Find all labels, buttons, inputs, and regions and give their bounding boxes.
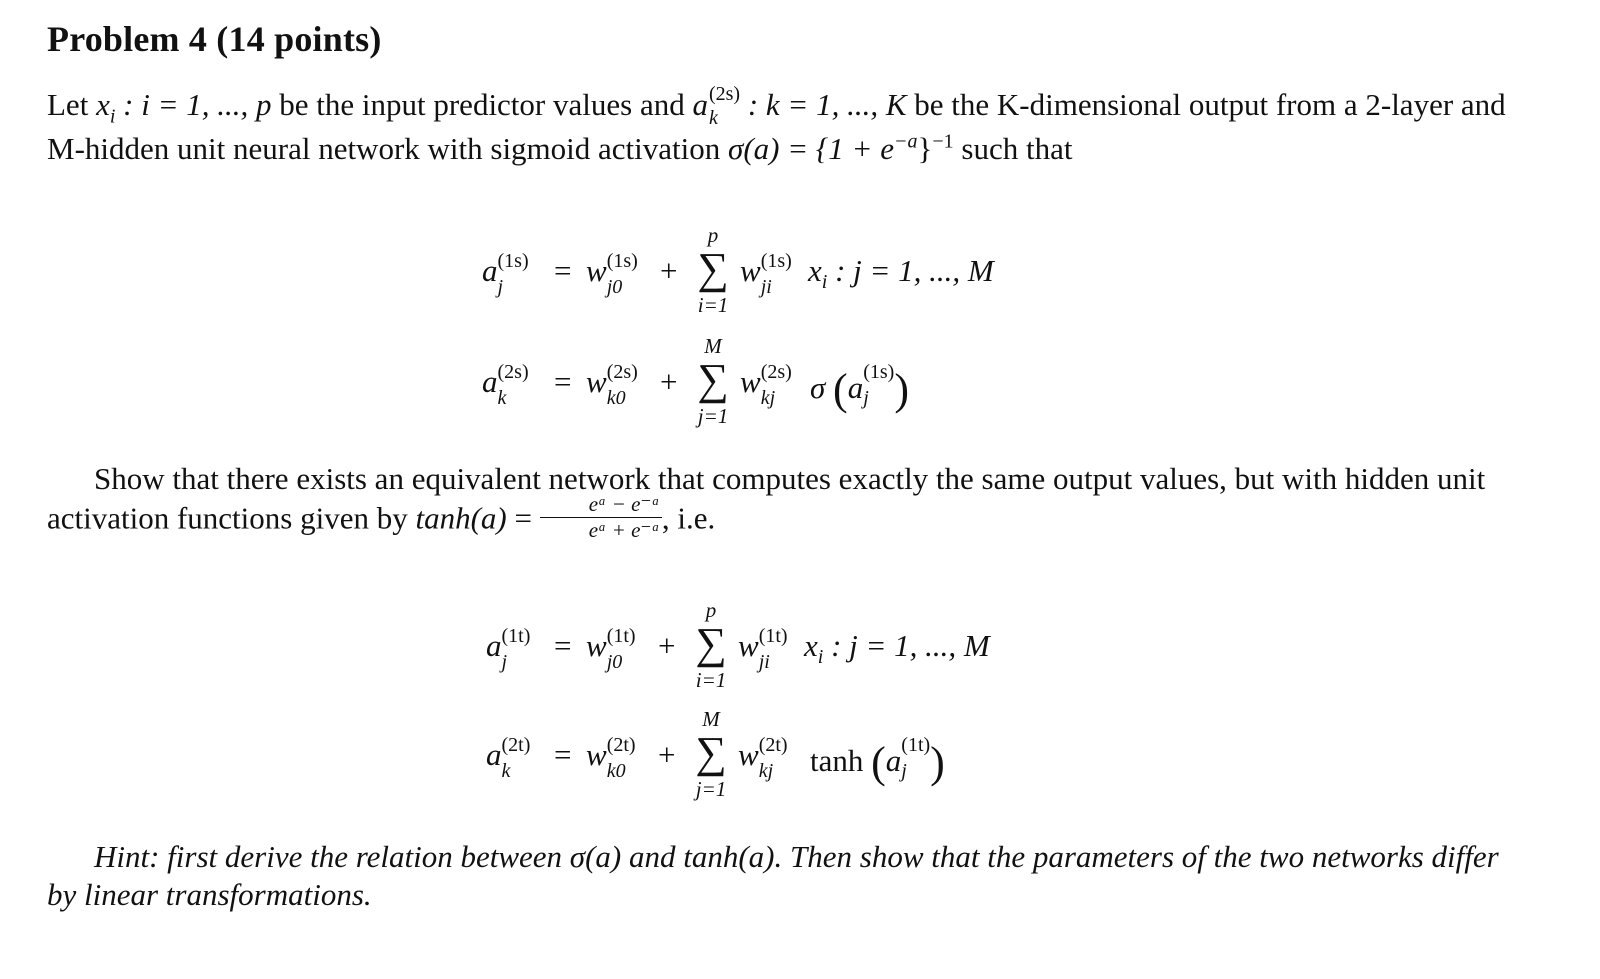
eq-t2-lhs-sub: k bbox=[501, 760, 511, 782]
eq-s2-sum-top: M bbox=[704, 334, 722, 358]
eq-t2-open-paren: ( bbox=[871, 738, 886, 787]
eq-t2-w0-scripts bbox=[607, 735, 636, 781]
eq-s1-sum bbox=[690, 225, 736, 316]
eq-s1-tail: : j = 1, ..., M bbox=[827, 253, 994, 288]
eq-s2-sum-bot: j=1 bbox=[697, 404, 729, 428]
eq-t2-w0: w bbox=[586, 737, 607, 772]
eq-s1-lhs: a bbox=[482, 253, 498, 288]
eq-t1-plus: + bbox=[658, 628, 676, 663]
intro-range-1: : i = 1, ..., p bbox=[115, 87, 272, 123]
eq-t1-sum-top: p bbox=[705, 598, 717, 622]
eq-s2-close-paren: ) bbox=[894, 365, 909, 414]
eq-s2-fn: σ bbox=[810, 370, 826, 405]
eq-t2-w-group bbox=[738, 734, 788, 783]
eq-t1-x-group bbox=[804, 628, 990, 669]
eq-t2-w: w bbox=[738, 737, 759, 772]
show-fraction bbox=[540, 494, 662, 541]
eq-s2-w-group bbox=[740, 361, 792, 410]
eq-t1-lhs-group bbox=[486, 625, 531, 674]
eq-s1-lhs-sup: (1s) bbox=[497, 250, 529, 272]
intro-text-2: be the input predictor values and bbox=[271, 87, 693, 123]
intro-sigmoid-pow: −1 bbox=[932, 130, 954, 153]
eq-t1-tail: : j = 1, ..., M bbox=[823, 628, 990, 663]
eq-t2-w0-sup: (2t) bbox=[606, 734, 636, 756]
eq-t1-w: w bbox=[738, 628, 759, 663]
eq-s2-equals: = bbox=[554, 364, 572, 399]
eq-s2-lhs-group bbox=[482, 361, 529, 410]
eq-t2-lhs-group bbox=[486, 734, 531, 783]
eq-s2-sum-sym: ∑ bbox=[697, 355, 729, 404]
eq-t2-fn-group bbox=[810, 734, 945, 788]
intro-xi: x bbox=[96, 87, 110, 123]
eq-t1-w0-scripts bbox=[607, 626, 636, 672]
intro-range-2: : k = 1, ..., K bbox=[740, 87, 907, 123]
eq-t1-x: x bbox=[804, 628, 818, 663]
eq-s2-w0-sup: (2s) bbox=[606, 361, 638, 383]
eq-s2-lhs-scripts bbox=[498, 362, 529, 408]
eq-t2-arg-sub: j bbox=[901, 760, 907, 782]
eq-s1-w0-sub: j0 bbox=[606, 276, 623, 298]
eq-s2-w0-group bbox=[586, 361, 638, 410]
eq-t1-lhs-scripts bbox=[502, 626, 531, 672]
intro-sigmoid-exp: −a bbox=[893, 130, 918, 153]
eq-s1-x-sub: i bbox=[821, 271, 828, 294]
eq-t1-lhs: a bbox=[486, 628, 502, 663]
eq-s1-w0-scripts bbox=[607, 251, 638, 297]
eq-t2-sum-top: M bbox=[702, 707, 720, 731]
intro-ak-sup: (2s) bbox=[708, 83, 741, 105]
intro-sigmoid-def: σ(a) = {1 + e bbox=[728, 131, 894, 166]
eq-s1-sum-top: p bbox=[707, 223, 719, 247]
eq-s1-sum-bot: i=1 bbox=[697, 293, 729, 317]
intro-sigmoid-close: } bbox=[917, 131, 933, 166]
intro-ak-scripts bbox=[709, 84, 740, 128]
eq-t2-plus: + bbox=[658, 737, 676, 772]
eq-t2-arg-sup: (1t) bbox=[901, 734, 931, 756]
show-equals: = bbox=[506, 500, 540, 536]
eq-s1-sum-sym: ∑ bbox=[697, 244, 729, 293]
eq-s1-w0-sup: (1s) bbox=[606, 250, 638, 272]
eq-s1-w-sup: (1s) bbox=[760, 250, 792, 272]
intro-ak-sub: k bbox=[708, 107, 718, 129]
eq-s2-w-sup: (2s) bbox=[760, 361, 792, 383]
eq-s2-lhs-sub: k bbox=[497, 387, 507, 409]
eq-s2-arg-scripts bbox=[863, 362, 894, 408]
show-frac-den: eᵃ + e⁻ᵃ bbox=[588, 518, 660, 542]
eq-s1-w-sub: ji bbox=[760, 276, 772, 298]
intro-text-4: such that bbox=[953, 131, 1073, 166]
eq-t2-lhs: a bbox=[486, 737, 502, 772]
eq-s2-w0-scripts bbox=[607, 362, 638, 408]
eq-s1-lhs-sub: j bbox=[497, 276, 504, 298]
eq-t1-lhs-sub: j bbox=[501, 651, 508, 673]
show-text-2: , i.e. bbox=[661, 500, 716, 536]
eq-t1-sum bbox=[688, 600, 734, 691]
show-text-1: Show that there exists an equivalent network that computes exactly the same output values, but with hidden unit activation functions given by bbox=[47, 461, 1486, 536]
eq-t1-w0-sub: j0 bbox=[606, 651, 623, 673]
eq-t2-sum bbox=[688, 709, 734, 800]
eq-t1-equals: = bbox=[554, 628, 572, 663]
eq-t1-w0: w bbox=[586, 628, 607, 663]
eq-s2-plus: + bbox=[660, 364, 678, 399]
eq-s2-w: w bbox=[740, 364, 761, 399]
eq-s2-w-sub: kj bbox=[760, 387, 776, 409]
eq-t2-equals: = bbox=[554, 737, 572, 772]
eq-s2-arg: a bbox=[847, 370, 864, 405]
eq-s1-w-group bbox=[740, 250, 792, 299]
eq-t1-x-sub: i bbox=[817, 646, 824, 669]
show-tanh: tanh(a) bbox=[415, 500, 507, 536]
eq-s2-lhs: a bbox=[482, 364, 498, 399]
eq-t2-lhs-scripts bbox=[502, 735, 531, 781]
hint-paragraph: Hint: first derive the relation between σ(a) and tanh(a). Then show that the parameters of the two networks differ by linear transformations. bbox=[47, 839, 1499, 912]
intro-paragraph bbox=[47, 83, 1517, 168]
eq-s1-w0-group bbox=[586, 250, 638, 299]
eq-t1-w-sup: (1t) bbox=[758, 625, 788, 647]
eq-t2-w-sup: (2t) bbox=[758, 734, 788, 756]
eq-s2-w0: w bbox=[586, 364, 607, 399]
eq-t1-w-sub: ji bbox=[758, 651, 770, 673]
eq-t2-arg-scripts bbox=[901, 735, 930, 781]
eq-t1-sum-bot: i=1 bbox=[695, 668, 727, 692]
eq-s2-sum bbox=[690, 336, 736, 427]
eq-t1-w-scripts bbox=[759, 626, 788, 672]
eq-s2-fn-group bbox=[810, 361, 909, 415]
eq-s1-plus: + bbox=[660, 253, 678, 288]
eq-t2-w0-sub: k0 bbox=[606, 760, 626, 782]
eq-s1-lhs-scripts bbox=[498, 251, 529, 297]
eq-t2-w-scripts bbox=[759, 735, 788, 781]
eq-s2-lhs-sup: (2s) bbox=[497, 361, 529, 383]
show-frac-num: eᵃ − e⁻ᵃ bbox=[540, 494, 662, 518]
problem-title: Problem 4 (14 points) bbox=[47, 19, 382, 59]
intro-text-3: be the K-dimensional output from a 2-layer and M-hidden unit neural network with sigmoid activation bbox=[47, 87, 1506, 166]
eq-s2-arg-sub: j bbox=[863, 387, 869, 409]
eq-s1-x-group bbox=[808, 253, 994, 294]
eq-s2-arg-sup: (1s) bbox=[863, 361, 895, 383]
eq-s1-w: w bbox=[740, 253, 761, 288]
eq-s1-equals: = bbox=[554, 253, 572, 288]
eq-t2-w0-group bbox=[586, 734, 636, 783]
intro-xi-sub: i bbox=[109, 105, 116, 128]
eq-s2-w-scripts bbox=[761, 362, 792, 408]
eq-t1-w0-group bbox=[586, 625, 636, 674]
eq-t2-close-paren: ) bbox=[930, 738, 945, 787]
intro-ak: a bbox=[692, 87, 708, 123]
intro-text-1: Let bbox=[47, 87, 97, 123]
eq-t1-w-group bbox=[738, 625, 788, 674]
eq-t1-sum-sym: ∑ bbox=[695, 619, 727, 668]
eq-t1-lhs-sup: (1t) bbox=[501, 625, 531, 647]
eq-t2-sum-bot: j=1 bbox=[695, 777, 727, 801]
eq-t2-sum-sym: ∑ bbox=[695, 728, 727, 777]
eq-t1-w0-sup: (1t) bbox=[606, 625, 636, 647]
eq-t2-w-sub: kj bbox=[758, 760, 774, 782]
eq-t2-lhs-sup: (2t) bbox=[501, 734, 531, 756]
eq-s2-w0-sub: k0 bbox=[606, 387, 626, 409]
eq-s1-lhs-group bbox=[482, 250, 529, 299]
eq-s1-w-scripts bbox=[761, 251, 792, 297]
eq-t2-fn: tanh bbox=[810, 743, 864, 778]
show-paragraph bbox=[47, 460, 1517, 545]
eq-s1-w0: w bbox=[586, 253, 607, 288]
eq-s2-open-paren: ( bbox=[833, 365, 848, 414]
eq-s1-x: x bbox=[808, 253, 822, 288]
eq-t2-arg: a bbox=[885, 743, 902, 778]
